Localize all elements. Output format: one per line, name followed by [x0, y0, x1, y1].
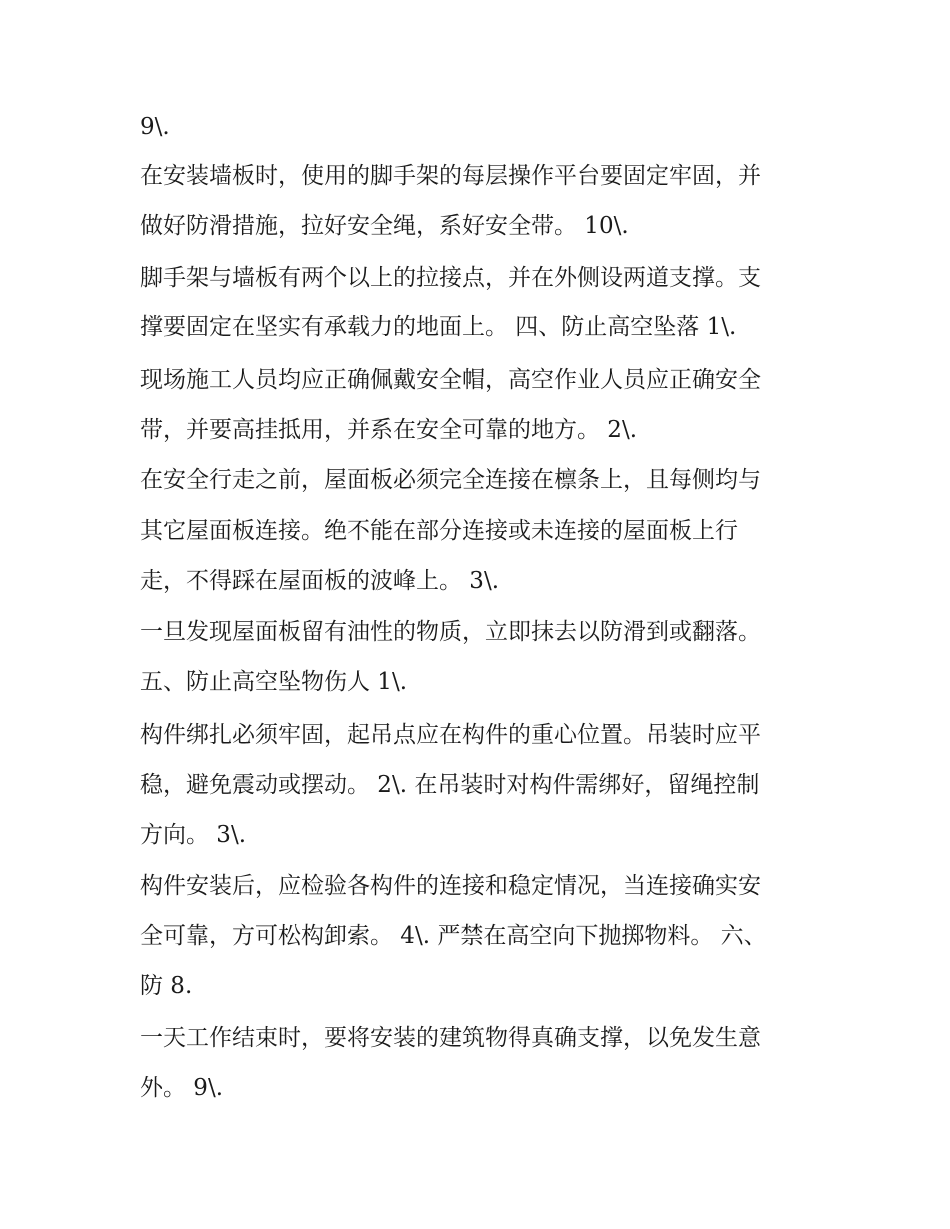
- text-line: 构件安装后，应检验各构件的连接和稳定情况，当连接确实安: [140, 873, 761, 899]
- text-line: 外。 9\.: [140, 1075, 224, 1101]
- text-line: 防 8.: [140, 973, 193, 999]
- text-line: 9\.: [140, 114, 170, 140]
- text-line: 稳，避免震动或摆动。 2\. 在吊装时对构件需绑好，留绳控制: [140, 772, 760, 798]
- text-line: 一天工作结束时，要将安装的建筑物得真确支撑，以免发生意: [140, 1025, 761, 1051]
- text-line: 走，不得踩在屋面板的波峰上。 3\.: [140, 568, 500, 594]
- text-line: 在安全行走之前，屋面板必须完全连接在檩条上，且每侧均与: [140, 467, 761, 493]
- text-line: 做好防滑措施，拉好安全绳，系好安全带。 10\.: [140, 213, 629, 239]
- text-line: 五、防止高空坠物伤人 1\.: [140, 669, 408, 695]
- text-line: 现场施工人员均应正确佩戴安全帽，高空作业人员应正确安全: [140, 367, 761, 393]
- text-line: 全可靠，方可松构卸索。 4\. 严禁在高空向下抛掷物料。 六、: [140, 923, 767, 949]
- text-line: 带，并要高挂抵用，并系在安全可靠的地方。 2\.: [140, 417, 638, 443]
- text-line: 撑要固定在坚实有承载力的地面上。 四、防止高空坠落 1\.: [140, 314, 737, 340]
- text-line: 一旦发现屋面板留有油性的物质，立即抹去以防滑到或翻落。: [140, 619, 761, 645]
- text-line: 脚手架与墙板有两个以上的拉接点，并在外侧设两道支撑。支: [140, 265, 761, 291]
- text-line: 构件绑扎必须牢固，起吊点应在构件的重心位置。吊装时应平: [140, 722, 761, 748]
- text-line: 方向。 3\.: [140, 822, 247, 848]
- text-line: 其它屋面板连接。绝不能在部分连接或未连接的屋面板上行: [140, 518, 738, 544]
- text-line: 在安装墙板时，使用的脚手架的每层操作平台要固定牢固，并: [140, 163, 761, 189]
